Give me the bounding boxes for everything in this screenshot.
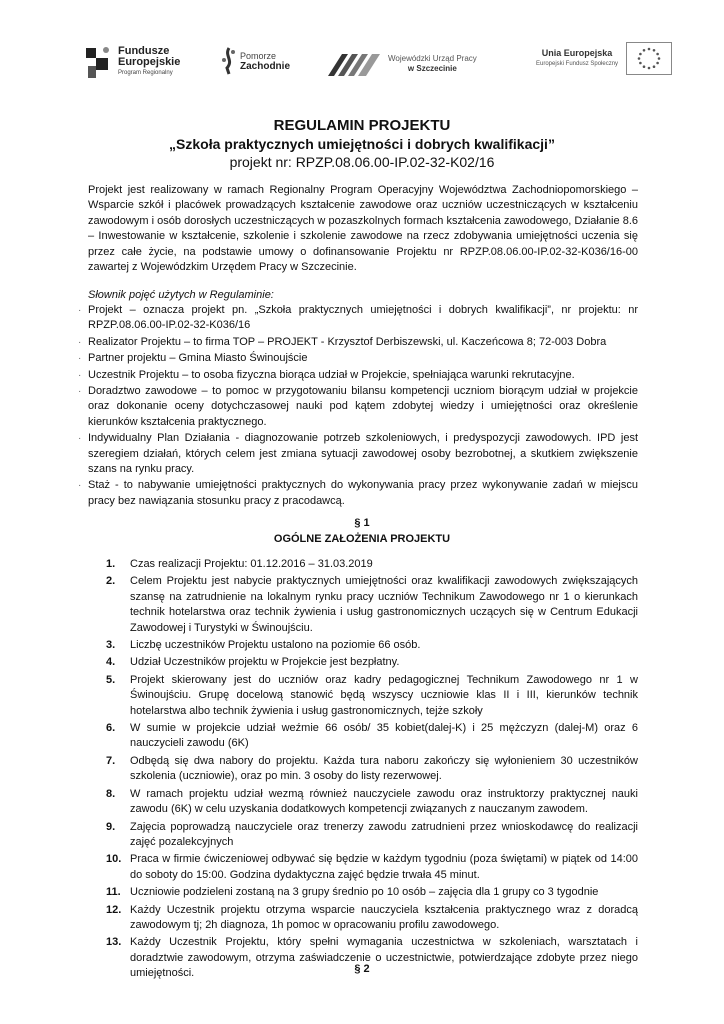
item-text: Udział Uczestników projektu w Projekcie jest bezpłatny. (130, 656, 400, 669)
item-number: 9. (106, 820, 116, 833)
item-number: 1. (106, 558, 116, 570)
list-item: · Realizator Projektu – to firma TOP – PROJEKT - Krzysztof Derbiszewski, ul. Kaczeńcowa 8; 72-003 Dobra (78, 335, 607, 348)
item-text: Odbędą się dwa nabory do projektu. Każda tura naboru zakończy się wyłonieniem 30 uczestników szkolenia (uczniowie), oraz po min. 3 osoby do listy rezerwowej. (130, 754, 638, 783)
logo-strip (84, 40, 684, 100)
glossary-text: Uczestnik Projektu – to osoba fizyczna biorąca udział w Projekcie, spełniająca warunki rekrutacyjne. (88, 368, 575, 381)
item-number: 12. (106, 903, 122, 916)
item-number: 3. (106, 639, 116, 652)
item-text: W ramach projektu udział wezmą również nauczyciele zawodu oraz instruktorzy praktycznej nauki zawodu (6K) w celu uzyskania dodatkowych kompetencji związanych z nauczanym zawodem. (130, 787, 638, 816)
item-text: Czas realizacji Projektu: 01.12.2016 – 31.03.2019 (130, 558, 373, 570)
glossary-text: Realizator Projektu – to firma TOP – PROJEKT - Krzysztof Derbiszewski, ul. Kaczeńcowa 8; 72-003 Dobra (88, 335, 607, 348)
title-block (0, 117, 724, 171)
section2-symbol: § 2 (354, 963, 370, 975)
general-assumptions-list (100, 557, 638, 984)
item-text: Projekt skierowany jest do uczniów oraz kadry pedagogicznej Technikum Zawodowego nr 1 w Świnoujściu. Grupę docelową stanowić będą wszyscy uczniowie klas II i III, kierunków technik hotelarstwa albo technik żywienia i usług gastronomicznych, tejże szkoły (130, 673, 638, 717)
fe-line3: Program Regionalny (118, 69, 173, 76)
item-text: Zajęcia poprowadzą nauczyciele oraz trenerzy zawodu zatrudnieni przez wnioskodawcę do realizacji zajęć pozalekcyjnych (130, 820, 638, 848)
item-number: 2. (106, 575, 116, 588)
logo-pomorze-zachodnie (220, 46, 290, 76)
intro-paragraph: Projekt jest realizowany w ramach Regionalny Program Operacyjny Województwa Zachodniopomorskiego – Wsparcie szkół i placówek prowadzących kształcenie zawodowe oraz uczniów uczestniczących w kształceniu zawodowym i osób dorosłych uczestniczących w pozaszkolnych formach kształcenia zawodowego, Działanie 8.6 – Inwestowanie w kształcenie, szkolenie i szkolenie zawodowe na rzecz zdobywania umiejętności uczenia się przez całe życie, na podstawie umowy o dofinansowanie Projektu nr RPZP.08.06.00-IP.02-32-K036/16-00 zawartej z Wojewódzkim Urzędem Pracy w Szczecinie. (88, 184, 638, 274)
glossary-text: Partner projektu – Gmina Miasto Świnoujście (88, 352, 308, 365)
list-item (100, 655, 638, 670)
item-text: Każdy Uczestnik Projektu, który spełni wymagania uczestnictwa w szkoleniach, warsztatach i doradztwie zawodowym, otrzyma zaświadczenie o uczestnictwie, potwierdzające zdobyte przez niego umiejętności. (130, 936, 638, 980)
list-item: · Projekt – oznacza projekt pn. „Szkoła praktycznych umiejętności i dobrych kwalifikacji”, nr projektu: nr RPZP.08.06.00-IP.02-32-K036/16 (78, 304, 638, 332)
item-number: 8. (106, 787, 116, 800)
list-item: · Uczestnik Projektu – to osoba fizyczna biorąca udział w Projekcie, spełniająca warunki rekrutacyjne. (78, 368, 575, 381)
item-text: Liczbę uczestników Projektu ustalono na poziomie 66 osób. (130, 639, 421, 652)
fundusze-europejskie-icon (84, 44, 114, 80)
glossary-text: Staż - to nabywanie umiejętności praktycznych do wykonywania pracy przez wykonywanie zadań w miejscu pracy bez nawiązania stosunku pracy z pracodawcą. (88, 479, 638, 507)
list-item (100, 754, 638, 785)
pz-line1: Pomorze (240, 50, 277, 61)
pz-line2: Zachodnie (240, 60, 291, 72)
item-number: 13. (106, 936, 122, 949)
logo-fundusze-europejskie (84, 44, 180, 80)
fe-line1: Fundusze (118, 44, 170, 57)
eu-flag-icon (626, 42, 672, 75)
list-item (100, 721, 638, 752)
ue-line1: Unia Europejska (541, 47, 613, 58)
section1-symbol: § 1 (354, 517, 370, 529)
list-item (100, 903, 638, 934)
logo-unia-europejska (536, 42, 672, 75)
list-item (100, 787, 638, 818)
list-item (100, 638, 638, 653)
wup-line1: Wojewódzki Urząd Pracy (388, 54, 477, 63)
item-text: Uczniowie podzieleni zostaną na 3 grupy średnio po 10 osób – zajęcia dla 1 grupy co 3 tygodnie (130, 886, 599, 899)
list-item: · Partner projektu – Gmina Miasto Świnoujście (78, 352, 308, 365)
list-item (100, 574, 638, 636)
item-text: Praca w firmie ćwiczeniowej odbywać się będzie w każdym tygodniu (poza świętami) w piątek od 14:00 do soboty do 15:00. Godzina dydaktyczna zajęć będzie trwała 45 minut. (130, 853, 638, 881)
list-item: · Staż - to nabywanie umiejętności praktycznych do wykonywania pracy przez wykonywanie zadań w miejscu pracy bez nawiązania stosunku pracy z pracodawcą. (78, 479, 638, 507)
item-number: 10. (106, 853, 122, 866)
list-item: · Indywidualny Plan Działania - diagnozowanie potrzeb szkoleniowych, i predyspozycji zawodowych. IPD jest szeregiem działań, których celem jest zmiana sytuacji zawodowej osoby bezrobotnej, a skutkiem zwiększenie szans na rynku pracy. (78, 432, 638, 476)
glossary-text: Projekt – oznacza projekt pn. „Szkoła praktycznych umiejętności i dobrych kwalifikacji”, nr projektu: nr RPZP.08.06.00-IP.02-32-K036/16 (88, 304, 638, 332)
document-title: REGULAMIN PROJEKTU (273, 117, 451, 134)
wup-icon (328, 50, 382, 78)
project-number: projekt nr: RPZP.08.06.00-IP.02-32-K02/16 (229, 154, 495, 170)
item-text: Celem Projektu jest nabycie praktycznych umiejętności oraz kwalifikacji zawodowych zwiększających szansę na zatrudnienie na lokalnym rynku pracy uczniów Technikum Zawodowego nr 1 o kierunkach technik hotelarstwa oraz technik żywienia i usług gastronomicznych uczących się w Centrum Edukacji Zawodowej i Turystyki w Świnoujściu. (130, 575, 638, 634)
list-item (100, 673, 638, 719)
ue-line2: Europejski Fundusz Społeczny (536, 60, 619, 67)
glossary-text: Doradztwo zawodowe – to pomoc w przygotowaniu bilansu kompetencji uczniom biorącym udział w projekcie oraz dokonanie oceny dotychczasowej nauki pod kątem zdobytej wiedzy i umiejętności oraz określenie kierunków kształcenia praktycznego. (88, 385, 638, 428)
logo-wup (328, 50, 477, 78)
fe-line2: Europejskie (118, 55, 181, 68)
list-item (100, 557, 638, 572)
glossary-title: Słownik pojęć użytych w Regulaminie: (88, 289, 274, 301)
list-item (100, 885, 638, 900)
wup-line2: w Szczecinie (407, 64, 457, 73)
glossary-list (78, 303, 638, 510)
item-number: 4. (106, 656, 116, 669)
list-item: · Doradztwo zawodowe – to pomoc w przygotowaniu bilansu kompetencji uczniom biorącym udział w projekcie oraz dokonanie oceny dotychczasowej nauki pod kątem zdobytej wiedzy i umiejętności oraz określenie kierunków kształcenia praktycznego. (78, 385, 638, 428)
glossary-text: Indywidualny Plan Działania - diagnozowanie potrzeb szkoleniowych, i predyspozycji zawodowych. IPD jest szeregiem działań, których celem jest zmiana sytuacji zawodowej osoby bezrobotnej, a skutkiem zwiększenie szans na rynku pracy. (88, 432, 638, 476)
section1-heading: OGÓLNE ZAŁOŻENIA PROJEKTU (273, 533, 451, 545)
list-item (100, 852, 638, 883)
pomorze-zachodnie-icon (220, 46, 238, 76)
item-number: 5. (106, 673, 116, 686)
project-name: „Szkoła praktycznych umiejętności i dobrych kwalifikacji” (169, 136, 555, 152)
item-text: Każdy Uczestnik projektu otrzyma wsparcie nauczyciela kształcenia praktycznego wraz z doradcą zawodowym tj; 2h diagnoza, 1h pomoc w opracowaniu profilu zawodowego. (130, 903, 638, 931)
item-text: W sumie w projekcie udział weźmie 66 osób/ 35 kobiet(dalej-K) i 25 mężczyzn (dalej-M) oraz 6 nauczycieli zawodu (6K) (130, 722, 638, 750)
item-number: 11. (106, 886, 121, 899)
item-number: 7. (106, 754, 116, 767)
item-number: 6. (106, 722, 116, 735)
list-item (100, 820, 638, 851)
